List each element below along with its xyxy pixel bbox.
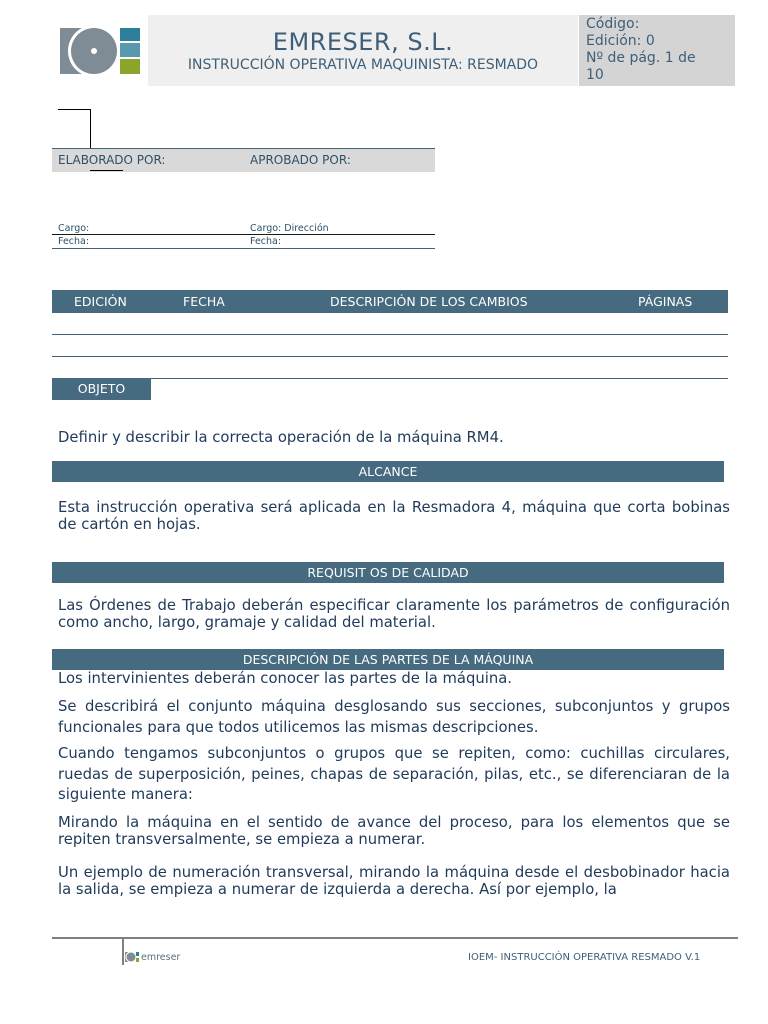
section-partes-title: DESCRIPCIÓN DE LAS PARTES DE LA MÁQUINA [52,649,724,670]
fecha-right-label: Fecha: [250,236,282,247]
page-number-label: Nº de pág. 1 de [586,50,696,66]
footer-logo-mark-icon [124,951,140,963]
alcance-text: Esta instrucción operativa será aplicada en la Resmadora 4, máquina que corta bobinas de cartón en hojas. [58,499,730,533]
signature-mark-top [58,109,91,110]
table-row-divider [52,356,728,357]
aprobado-por-label: APROBADO POR: [250,153,351,167]
partes-paragraph-2: Se describirá el conjunto máquina desglosando sus secciones, subconjuntos y grupos funcionales para que todos utilicemos las mismas descripciones. [58,698,730,736]
partes-paragraph-5: Un ejemplo de numeración transversal, mirando la máquina desde el desbobinador hacia la salida, se empieza a numerar de izquierda a derecha. Así por ejemplo, la [58,864,730,898]
column-fecha: FECHA [183,294,225,309]
document-subtitle: INSTRUCCIÓN OPERATIVA MAQUINISTA: RESMADO [187,57,539,73]
page-total-label: 10 [586,67,604,83]
table-row-divider [52,334,728,335]
section-objeto-title: OBJETO [52,378,151,400]
partes-paragraph-3: Cuando tengamos subconjuntos o grupos que se repiten, como: cuchillas circulares, ruedas de superposición, peines, chapas de separación, pilas, etc., se diferenciaran de la siguiente manera: [58,745,730,803]
company-name: EMRESER, S.L. [272,28,454,56]
column-descripcion: DESCRIPCIÓN DE LOS CAMBIOS [330,294,528,309]
column-paginas: PÁGINAS [638,294,693,309]
fecha-underline [52,248,435,249]
elaborado-por-label: ELABORADO POR: [58,153,166,167]
cargo-right-label: Cargo: Dirección [250,223,329,234]
partes-paragraph-4: Mirando la máquina en el sentido de avance del proceso, para los elementos que se repiten transversalmente, se empieza a numerar. [58,814,730,848]
section-requisitos-title: REQUISIT OS DE CALIDAD [52,562,724,583]
codigo-label: Código: [586,16,640,32]
company-logo [58,26,142,76]
signature-mark-bottom [90,170,123,171]
footer-logo [124,951,184,963]
requisitos-text: Las Órdenes de Trabajo deberán especificar claramente los parámetros de configuración como ancho, largo, gramaje y calidad del material. [58,597,730,631]
table-row-divider [52,378,728,379]
cargo-left-label: Cargo: [58,223,90,234]
footer-document-ref: IOEM- INSTRUCCIÓN OPERATIVA RESMADO V.1 [468,952,701,963]
footer-rule [52,937,738,939]
fecha-left-label: Fecha: [58,236,90,247]
edicion-label: Edición: 0 [586,33,655,49]
cargo-underline [52,234,435,235]
column-edicion: EDICIÓN [74,294,127,309]
partes-paragraph-1: Los intervinientes deberán conocer las partes de la máquina. [58,670,512,687]
section-alcance-title: ALCANCE [52,461,724,482]
objeto-text: Definir y describir la correcta operación de la máquina RM4. [58,429,504,446]
footer-logo-text: emreser [141,951,181,963]
